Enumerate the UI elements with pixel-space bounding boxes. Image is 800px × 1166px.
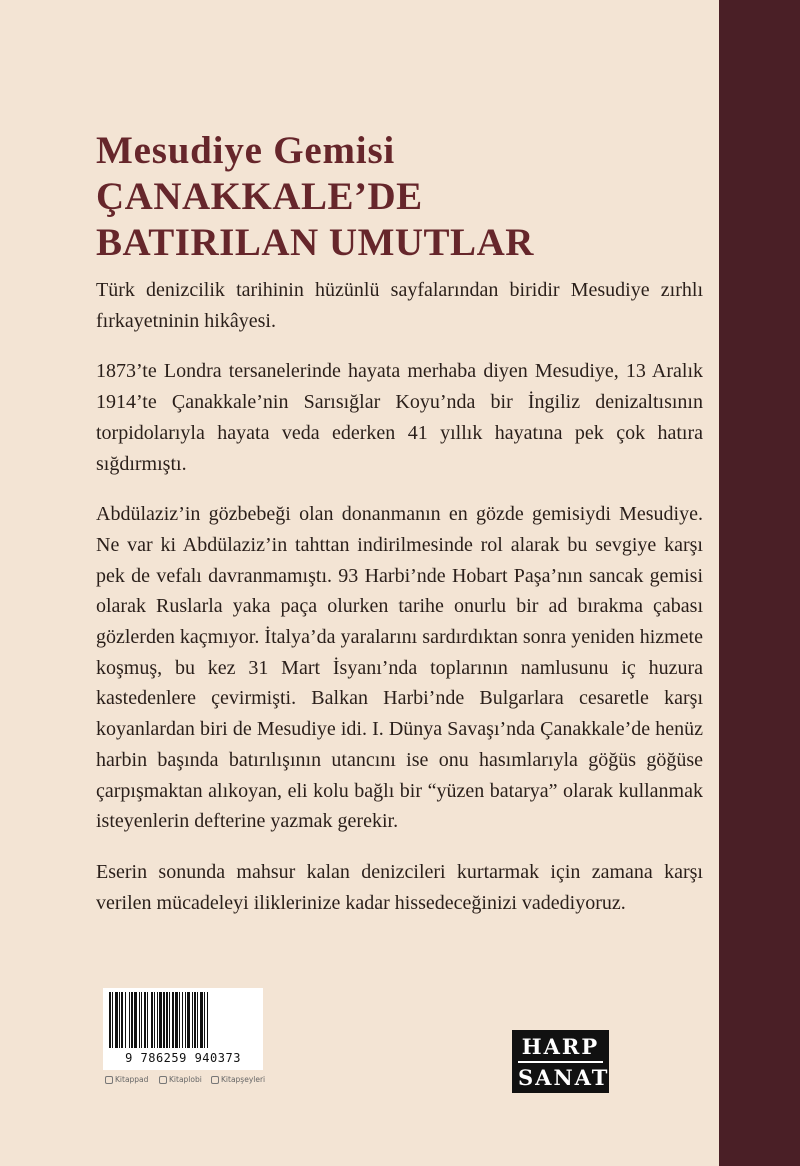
- blurb-paragraph-1: Türk denizcilik tarihinin hüzünlü sayfalarından biridir Mesudiye zırhlı fırkayetninin hikâyesi.: [96, 279, 703, 332]
- store-logos: [103, 1073, 283, 1087]
- barcode-bars: [107, 992, 259, 1050]
- isbn-number: 9 786259 940373: [125, 1051, 241, 1065]
- title-line-2: ÇANAKKALE’DE: [96, 175, 423, 218]
- publisher-logo-line-2: SANAT: [518, 1061, 603, 1092]
- store-logo-kitapseyleri: [211, 1075, 265, 1084]
- store-logo-kitaplobi: [159, 1075, 202, 1084]
- publisher-logo-line-1: HARP: [521, 1034, 600, 1059]
- kitaplobi-icon: [159, 1076, 167, 1084]
- blurb: [96, 275, 703, 938]
- publisher-logo: [512, 1030, 609, 1093]
- spine-strip: [719, 0, 800, 1166]
- kitapseyleri-icon: [211, 1076, 219, 1084]
- store-name: Kitapşeyleri: [221, 1075, 266, 1084]
- blurb-paragraph-3: Abdülaziz’in gözbebeği olan donanmanın en gözde gemisiydi Mesudiye. Ne var ki Abdülaziz’in tahttan indirilmesinde rol alarak bu sevgiye karşı pek de vefalı davranmamıştı. 93 Harbi’nde Hobart Paşa’nın sancak gemisi olarak Ruslarla yaka paça olurken tarihe onurlu bir ad bırakma çabası gözlerden kaçmıyor. İtalya’da yaralarını sardırdıktan sonra yeniden hizmete koşmuş, bu kez 31 Mart İsyanı’nda toplarının namlusunu iç huzura kastedenlere çevirmişti. Balkan Harbi’nde Bulgarlara cesaretle karşı koyanlardan biri de Mesudiye idi. I. Dünya Savaşı’nda Çanakkale’de henüz harbin başında batırılışının utancını ise onu hasımlarıyla göğüs göğüse çarpışmaktan alıkoyan, eli kolu bağlı bir “yüzen batarya” olarak kullanmak isteyenlerin defterine yazmak gerekir.: [96, 503, 703, 833]
- book-title: [96, 128, 696, 266]
- title-line-1: Mesudiye Gemisi: [96, 129, 396, 172]
- store-name: Kitaplobi: [169, 1075, 202, 1084]
- store-name: Kitappad: [115, 1075, 149, 1084]
- blurb-paragraph-2: 1873’te Londra tersanelerinde hayata merhaba diyen Mesudiye, 13 Aralık 1914’te Çanakkale’nin Sarısığlar Koyu’nda bir İngiliz denizaltısının torpidolarıyla hayata veda ederken 41 yıllık hayatına pek çok hatıra sığdırmıştı.: [96, 360, 703, 475]
- kitappad-icon: [105, 1076, 113, 1084]
- barcode: [103, 988, 263, 1070]
- title-line-3: BATIRILAN UMUTLAR: [96, 221, 534, 264]
- store-logo-kitappad: [105, 1075, 148, 1084]
- blurb-paragraph-4: Eserin sonunda mahsur kalan denizcileri kurtarmak için zamana karşı verilen mücadeleyi iliklerinize kadar hissedeceğinizi vadediyoruz.: [96, 860, 703, 914]
